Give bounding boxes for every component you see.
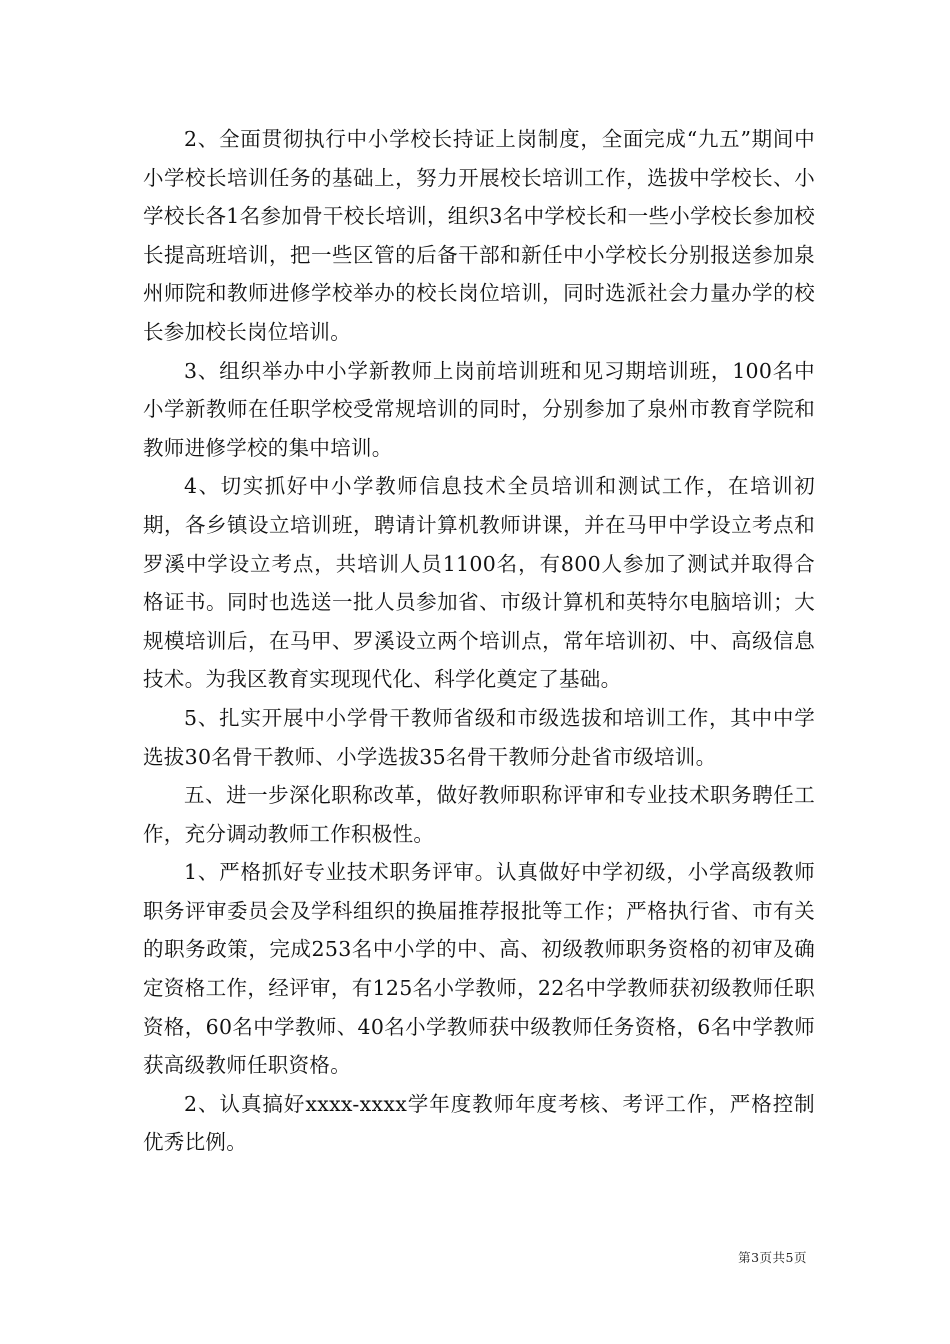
document-body: [143, 120, 815, 1162]
paragraph-title-review: 1、严格抓好专业技术职务评审。认真做好中学初级，小学高级教师职务评审委员会及学科组织的换届推荐报批等工作；严格执行省、市有关的职务政策，完成253名中小学的中、高、初级教师职务资格的初审及确定资格工作，经评审，有125名小学教师，22名中学教师获初级教师任职资格，60名中学教师、40名小学教师获中级教师任务资格，6名中学教师获高级教师任职资格。: [143, 860, 815, 1078]
page-number: 第3页共5页: [738, 1250, 807, 1265]
paragraph-new-teacher-training: 3、组织举办中小学新教师上岗前培训班和见习期培训班，100名中小学新教师在任职学校受常规培训的同时，分别参加了泉州市教育学院和教师进修学校的集中培训。: [143, 358, 815, 460]
paragraph-key-teacher-training: 5、扎实开展中小学骨干教师省级和市级选拔和培训工作，其中中学选拔30名骨干教师、小学选拔35名骨干教师分赴省市级培训。: [143, 705, 815, 769]
paragraph-annual-assessment: 2、认真搞好xxxx-xxxx学年度教师年度考核、考评工作，严格控制优秀比例。: [143, 1091, 815, 1155]
section-heading-title-reform: 五、进一步深化职称改革，做好教师职称评审和专业技术职务聘任工作，充分调动教师工作积极性。: [143, 783, 815, 846]
paragraph-it-training: 4、切实抓好中小学教师信息技术全员培训和测试工作，在培训初期，各乡镇设立培训班，聘请计算机教师讲课，并在马甲中学设立考点和罗溪中学设立考点，共培训人员1100名，有800人参加了测试并取得合格证书。同时也选送一批人员参加省、市级计算机和英特尔电脑培训；大规模培训后，在马甲、罗溪设立两个培训点，常年培训初、中、高级信息技术。为我区教育实现现代化、科学化奠定了基础。: [143, 474, 815, 692]
paragraph-principal-training: 2、全面贯彻执行中小学校长持证上岗制度，全面完成“九五”期间中小学校长培训任务的基础上，努力开展校长培训工作，选拔中学校长、小学校长各1名参加骨干校长培训，组织3名中学校长和一些小学校长参加校长提高班培训，把一些区管的后备干部和新任中小学校长分别报送参加泉州师院和教师进修学校举办的校长岗位培训，同时选派社会力量办学的校长参加校长岗位培训。: [143, 127, 815, 344]
